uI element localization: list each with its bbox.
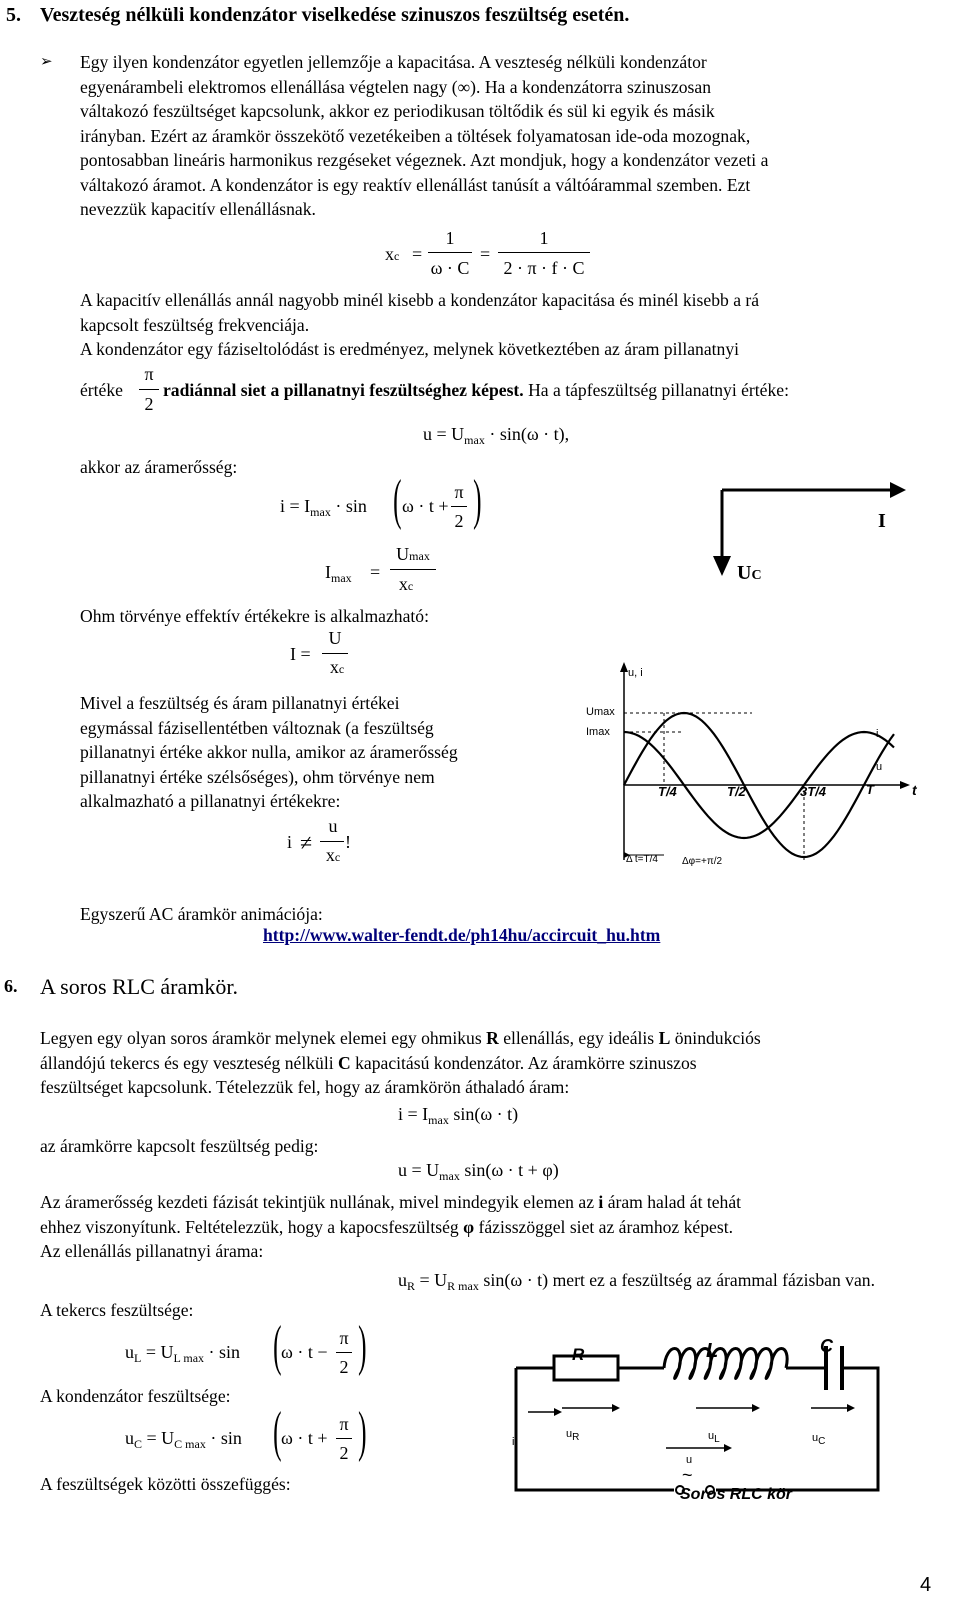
wave-t-label: t	[912, 782, 917, 798]
voltage-arrow-head	[713, 556, 731, 576]
u-arrow-head	[724, 1444, 732, 1452]
pi-symbol: π	[144, 364, 154, 384]
fraction-num: U	[328, 628, 342, 648]
uC-formula: $u_C = U_{C max} \cdot \sin$	[125, 1428, 242, 1451]
text-line: pillanatnyi értéke akkor nulla, amikor az áramerősség	[80, 742, 458, 762]
text-line: Az áramerősség kezdeti fázisát tekintjük nullának, mivel mindegyik elemen az i áram halad át tehát	[40, 1192, 742, 1212]
tick-3T4: 3T/4	[800, 784, 827, 799]
section-6-title: A soros RLC áramkör.	[40, 974, 238, 999]
text-line: Legyen egy olyan soros áramkör melynek elemei egy ohmikus R ellenállás, egy ideális L önindukciós	[40, 1028, 761, 1048]
phase-paragraph	[40, 1190, 942, 1264]
u-formula: $u = U_{max} \cdot \sin(\omega \cdot t)$,	[423, 424, 570, 447]
fraction-num: 1	[539, 228, 549, 248]
phasor-label-I: I	[878, 510, 886, 532]
fraction-den: 2 · π · f · C	[503, 258, 585, 278]
u2-formula: $u = U_{max}$ sin(ω · t + φ)	[398, 1160, 559, 1183]
wave-umax-label: Umax	[586, 706, 615, 718]
section-5-title: Veszteség nélküli kondenzátor viselkedése szinuszos feszültség esetén.	[40, 4, 630, 26]
right-paren: )	[358, 1401, 367, 1463]
fraction-den: xc	[398, 574, 414, 594]
phase-sentence: radiánnal siet a pillanatnyi feszültséghez képest. Ha a tápfeszültség pillanatnyi értéke:	[163, 380, 789, 400]
left-paren: (	[273, 1315, 282, 1377]
fraction-den: ω · C	[430, 258, 470, 278]
section-5-number: 5.	[6, 4, 21, 26]
cap-label: A kondenzátor feszültsége:	[40, 1386, 231, 1406]
sine-wave-diagram	[582, 660, 942, 880]
i-formula: $i = I_{max} \cdot \sin$	[280, 496, 367, 519]
uL-formula: $u_L = U_{L max} \cdot \sin$	[125, 1342, 241, 1365]
uR-arrow-head	[612, 1404, 620, 1412]
xc-formula: xc	[385, 244, 400, 264]
section-6-number: 6.	[4, 976, 18, 996]
circuit-label-uC: uC	[812, 1432, 826, 1447]
circuit-label-uR: uR	[566, 1428, 580, 1443]
right-paren: )	[473, 469, 482, 531]
wave-y-label: u, i	[628, 667, 643, 679]
text-line: pontosabban lineáris harmonikus rezgéseket végeznek. Azt mondjuk, hogy a kondenzátor vezeti a	[80, 150, 769, 170]
fraction-1: 1	[445, 228, 455, 248]
imax-formula: $I_{max}$	[325, 562, 352, 585]
wave-imax-label: Imax	[586, 726, 610, 738]
y-axis-arrow	[620, 662, 628, 672]
ineq-lhs: i	[287, 832, 293, 852]
left-paren: (	[393, 469, 402, 531]
instant-paragraph	[80, 691, 560, 814]
I-formula: I =	[290, 644, 311, 664]
text-line: A kondenzátor egy fáziseltolódást is eredményez, melynek következtében az áram pillanatnyi	[80, 339, 740, 359]
uL-arrow-head	[752, 1404, 760, 1412]
ohm-text: Ohm törvénye effektív értékekre is alkalmazható:	[80, 606, 429, 626]
fraction-bar	[498, 252, 590, 253]
wave-i-label: i	[876, 728, 879, 740]
coil-label: A tekercs feszültsége:	[40, 1300, 194, 1320]
phasor-label-UC: UC	[737, 562, 762, 584]
animation-label: Egyszerű AC áramkör animációja:	[80, 904, 323, 924]
equals-sign: =	[370, 562, 381, 582]
fraction-bar	[320, 841, 344, 842]
not-equal-sign: ≠	[300, 830, 313, 855]
fraction-bar	[336, 1352, 352, 1353]
page-number: 4	[920, 1574, 932, 1596]
fraction-den: xc	[329, 657, 345, 677]
text-line: állandójú tekercs és egy veszteség nélküli C kapacitású kondenzátor. Az áramkörre szinuszos	[40, 1052, 697, 1073]
right-paren: )	[358, 1315, 367, 1377]
text-line: irányban. Ezért az áramkör összekötő vezetékeiben a töltések folyamatosan ide-oda mozognak,	[80, 125, 751, 146]
tick-T4: T/4	[658, 784, 677, 799]
uC-inner: ω · t +	[281, 1428, 328, 1448]
fraction-den: xc	[325, 845, 341, 865]
fraction-bar	[428, 252, 472, 253]
text-line: egymással fázisellentétben változnak (a feszültség	[80, 717, 434, 738]
wave-delta-t: Δ t=T/4	[626, 854, 658, 865]
pi-symbol: π	[339, 1414, 349, 1434]
circuit-label-i: i	[512, 1436, 515, 1448]
text-line: Az ellenállás pillanatnyi árama:	[40, 1241, 264, 1261]
fraction-den: 2	[454, 511, 464, 531]
phasor-diagram	[700, 478, 940, 608]
text-line: A kapacitív ellenállás annál nagyobb minél kisebb a kondenzátor kapacitása és minél kisebb a rá	[80, 290, 760, 310]
exclamation: !	[345, 832, 351, 852]
bullet-arrow-icon: ➢	[40, 52, 53, 70]
circuit-caption: Soros RLC kör	[680, 1486, 793, 1503]
text-line: pillanatnyi értéke szélsőséges), ohm törvénye nem	[80, 766, 435, 787]
fraction-den: 2	[339, 1443, 349, 1463]
text-akkor: akkor az áramerősség:	[80, 457, 238, 477]
uL-inner: ω · t −	[281, 1342, 328, 1362]
u2-label: az áramkörre kapcsolt feszültség pedig:	[40, 1136, 319, 1156]
current-arrow-head	[890, 482, 906, 498]
fraction-bar	[451, 506, 467, 507]
infinity-symbol: ∞	[457, 76, 471, 97]
text-line: váltakozó áramot. A kondenzátor is egy reaktív ellenállást tanúsít a váltóárammal szemben. Ezt	[80, 174, 751, 195]
x-axis-arrow	[900, 781, 910, 789]
wave-u-label: u	[876, 761, 883, 773]
resistor-symbol	[554, 1356, 618, 1380]
fraction-num: Umax	[396, 544, 430, 564]
i2-formula: $i = I_{max}$ sin(ω · t)	[398, 1104, 519, 1127]
equals-sign: =	[412, 244, 423, 264]
circuit-label-R: R	[572, 1345, 585, 1364]
sum-label: A feszültségek közötti összefüggés:	[40, 1474, 291, 1494]
wave-delta-phi: Δφ=+π/2	[682, 856, 723, 867]
text-line: kapcsolt feszültség frekvenciája.	[80, 314, 310, 335]
text-erteke: értéke	[80, 380, 123, 400]
fraction-bar	[336, 1438, 352, 1439]
equals-sign: =	[480, 244, 491, 264]
text-line: váltakozó feszültséget kapcsolunk, akkor ez periodikusan töltődik és sül ki egyik és másik	[80, 101, 715, 121]
fraction-bar	[390, 569, 436, 570]
circuit-label-C: C	[820, 1336, 833, 1356]
capacitive-paragraph	[80, 288, 942, 362]
text-line: feszültséget kapcsolunk. Tételezzük fel, hogy az áramkörön áthaladó áram:	[40, 1077, 570, 1097]
text-line: egyenárambeli elektromos ellenállása végtelen nagy (∞). Ha a kondenzátorra szinuszosan	[80, 76, 712, 97]
pi-symbol: π	[339, 1328, 349, 1348]
i-formula-inner: ω · t +	[402, 496, 449, 516]
circuit-label-L: L	[706, 1340, 719, 1362]
ac-source-tilde-icon: ~	[682, 1465, 693, 1485]
text-line: alkalmazható a pillanatnyi értékekre:	[80, 791, 341, 811]
inductor-symbol	[664, 1349, 787, 1379]
fraction-bar	[322, 653, 348, 654]
uR-formula: $u_R = U_{R max}$ sin(ω · t) mert ez a feszültség az árammal fázisban van.	[398, 1270, 875, 1293]
fraction-den: 2	[144, 394, 154, 414]
fraction-den: 2	[339, 1357, 349, 1377]
text-line: Egy ilyen kondenzátor egyetlen jellemzője a kapacitása. A veszteség nélküli kondenzátor	[80, 52, 707, 72]
fraction-bar	[139, 389, 159, 390]
rlc-intro-paragraph	[40, 1026, 942, 1100]
circuit-label-uL: uL	[708, 1430, 720, 1445]
uC-arrow-head	[847, 1404, 855, 1412]
text-line: Mivel a feszültség és áram pillanatnyi értékei	[80, 693, 400, 713]
tick-T: T	[866, 782, 874, 797]
current-arrow-head	[554, 1408, 562, 1416]
circuit-label-u: u	[686, 1454, 693, 1466]
text-line: nevezzük kapacitív ellenállásnak.	[80, 199, 316, 219]
pi-symbol: π	[454, 482, 464, 502]
tick-T2: T/2	[727, 784, 746, 799]
animation-link[interactable]: http://www.walter-fendt.de/ph14hu/accircuit_hu.htm	[263, 925, 661, 945]
text-line: ehhez viszonyítunk. Feltételezzük, hogy a kapocsfeszültség φ fázisszöggel siet az áramhoz képest.	[40, 1216, 733, 1237]
intro-paragraph	[80, 50, 942, 222]
fraction-num: u	[328, 816, 338, 836]
left-paren: (	[273, 1401, 282, 1463]
